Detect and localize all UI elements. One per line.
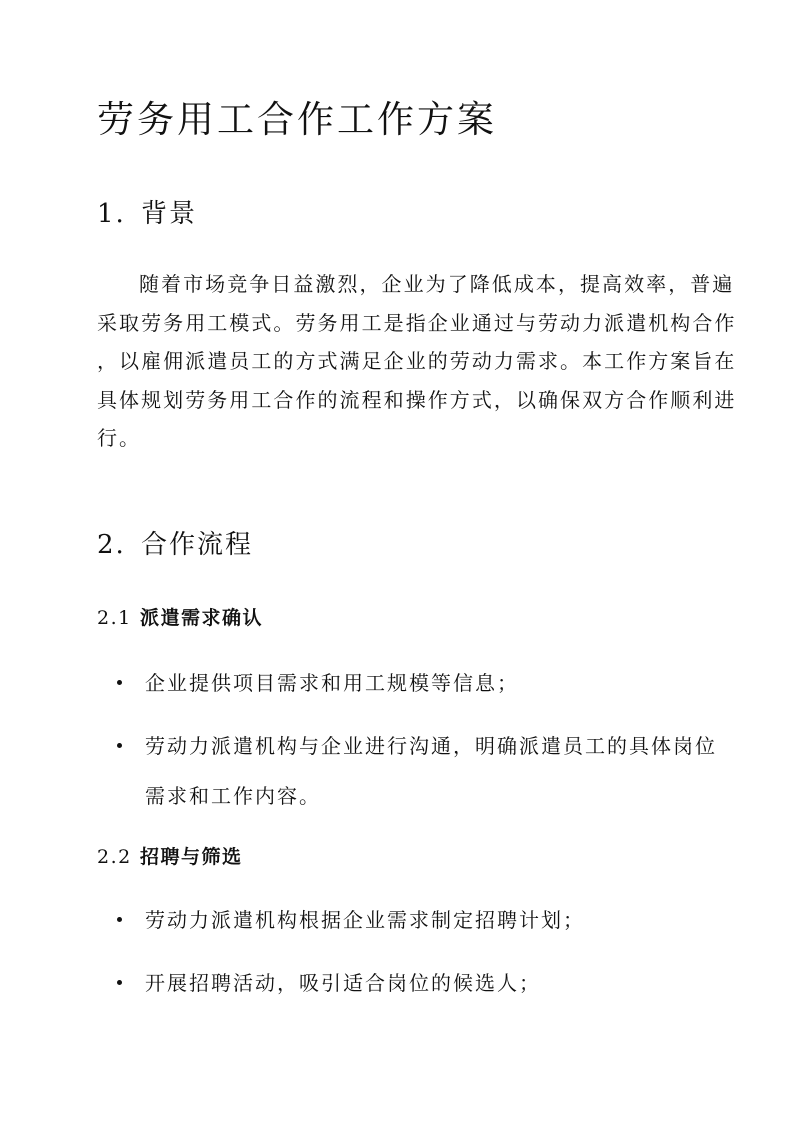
section-heading-cooperation-process — [97, 527, 253, 563]
list-item-text: 企业提供项目需求和用工规模等信息； — [145, 671, 519, 695]
section-title: 背景 — [141, 199, 198, 229]
section-heading-background — [97, 196, 197, 232]
list-item — [117, 958, 717, 1008]
list-item — [117, 895, 717, 945]
section-number: 2. — [97, 530, 126, 560]
subsection-heading-recruitment-screening — [97, 843, 243, 871]
subsection-number: 2.2 — [97, 846, 132, 868]
bullet-icon — [117, 743, 122, 748]
list-item-text: 需求和工作内容。 — [145, 784, 321, 808]
paragraph-line: 采取劳务用工模式。劳务用工是指企业通过与劳动力派遣机构合作 — [97, 310, 737, 335]
list-item — [117, 658, 717, 708]
paragraph-line: ，以雇佣派遣员工的方式满足企业的劳动力需求。本工作方案旨在 — [97, 349, 737, 373]
section-title: 合作流程 — [141, 530, 254, 560]
section-number: 1. — [97, 199, 126, 229]
subsection-heading-dispatch-demand — [97, 604, 263, 632]
paragraph-line: 随着市场竞争日益激烈，企业为了降低成本，提高效率，普遍 — [139, 272, 735, 296]
document-title: 劳务用工合作工作方案 — [97, 98, 497, 141]
list-item-text: 开展招聘活动，吸引适合岗位的候选人； — [145, 971, 541, 995]
bullet-icon — [117, 680, 122, 685]
paragraph-line: 具体规划劳务用工合作的流程和操作方式，以确保双方合作顺利进 — [97, 387, 737, 412]
paragraph-line: 行。 — [97, 426, 142, 450]
subsection-title: 招聘与筛选 — [140, 846, 243, 868]
list-item — [117, 721, 717, 821]
subsection-title: 派遣需求确认 — [140, 607, 264, 629]
bullet-icon — [117, 980, 122, 985]
bullet-icon — [117, 917, 122, 922]
subsection-number: 2.1 — [97, 607, 132, 629]
background-paragraph — [97, 265, 737, 458]
list-item-text: 劳动力派遣机构与企业进行沟通，明确派遣员工的具体岗位 — [145, 734, 717, 758]
list-item-text: 劳动力派遣机构根据企业需求制定招聘计划； — [145, 908, 585, 932]
